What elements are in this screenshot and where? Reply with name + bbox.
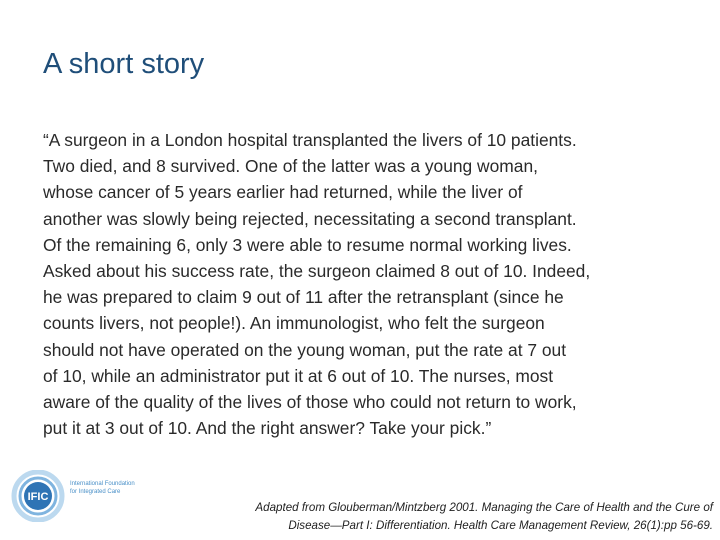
story-line: he was prepared to claim 9 out of 11 after the retransplant (since he (43, 287, 564, 308)
story-line: put it at 3 out of 10. And the right answer? Take your pick.” (43, 418, 492, 439)
citation-line: Adapted from Glouberman/Mintzberg 2001. Managing the Care of Health and the Cure of (255, 501, 713, 514)
story-quote (43, 127, 703, 441)
slide-title: A short story (43, 48, 205, 80)
logo-name-line: International Foundation (70, 481, 135, 487)
story-line: “A surgeon in a London hospital transplanted the livers of 10 patients. (43, 130, 577, 150)
story-line: counts livers, not people!). An immunologist, who felt the surgeon (43, 313, 545, 334)
ific-logo-mark (10, 470, 68, 522)
logo-acronym: IFIC (27, 491, 49, 503)
story-line: should not have operated on the young woman, put the rate at 7 out (43, 339, 567, 360)
story-line: whose cancer of 5 years earlier had returned, while the liver of (43, 182, 523, 203)
story-line: another was slowly being rejected, necessitating a second transplant. (43, 208, 577, 229)
story-line: of 10, while an administrator put it at 6 out of 10. The nurses, most (43, 365, 554, 386)
logo-name-line: for Integrated Care (70, 489, 121, 495)
story-line: Two died, and 8 survived. One of the latter was a young woman, (43, 156, 538, 177)
story-line: Of the remaining 6, only 3 were able to resume normal working lives. (43, 234, 572, 255)
ific-logo (10, 470, 200, 522)
citation-line: Disease—Part I: Differentiation. Health Care Management Review, 26(1):pp 56-69. (288, 519, 713, 532)
citation (255, 499, 713, 535)
story-line: Asked about his success rate, the surgeon claimed 8 out of 10. Indeed, (43, 261, 591, 282)
logo-foundation-name (70, 480, 135, 496)
story-line: aware of the quality of the lives of those who could not return to work, (43, 392, 577, 413)
